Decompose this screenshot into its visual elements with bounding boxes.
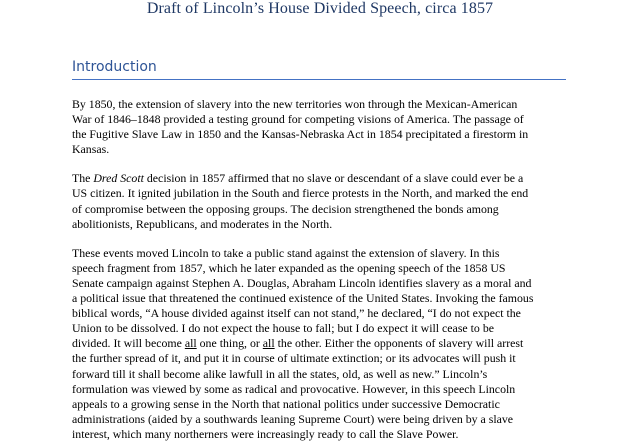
text-line: the further spread of it, and put it in course of ultimate extinction; or its advocates will push it	[72, 351, 516, 366]
text-line: speech fragment from 1857, which he later expanded as the opening speech of the 1858 US	[72, 260, 506, 275]
text-line: abolitionists, Republicans, and moderates in the North.	[72, 216, 333, 231]
underlined-word: all	[262, 336, 275, 351]
text-line: US citizen. It ignited jubilation in the South and fierce protests in the North, and marked the end	[72, 186, 529, 201]
text-line: biblical words, “A house divided against itself can not stand,” he declared, “I do not expect the	[72, 306, 521, 321]
text-line: formulation was viewed by some as radical and provocative. However, in this speech Lincoln	[72, 381, 516, 396]
text-line	[72, 336, 568, 351]
text-line: Senate campaign against Stephen A. Douglas, Abraham Lincoln identifies slavery as a moral and	[72, 275, 532, 290]
text-line: a political issue that threatened the continued existence of the United States. Invoking the famous	[72, 291, 534, 306]
text-fragment: The	[72, 171, 94, 186]
text-line: interest, which many northerners were increasingly ready to call the Slave Power.	[72, 426, 459, 441]
text-line: the Fugitive Slave Law in 1850 and the Kansas-Nebraska Act in 1854 precipitated a firestorm in	[72, 127, 529, 142]
document-title: Draft of Lincoln’s House Divided Speech, circa 1857	[146, 0, 494, 17]
text-line: forward till it shall become alike lawfull in all the states, old, as well as new.” Lincoln’s	[72, 366, 488, 381]
text-line: Kansas.	[72, 142, 110, 157]
paragraph-2	[72, 171, 568, 231]
text-line: of compromise between the opposing groups. The decision strengthened the bonds among	[72, 201, 499, 216]
case-name-italic: Dred Scott	[93, 171, 144, 186]
text-line: Union to be dissolved. I do not expect the house to fall; but I do expect it will cease to be	[72, 321, 494, 336]
text-fragment: the other. Either the opponents of slavery will arrest	[274, 336, 524, 351]
text-line: These events moved Lincoln to take a public stand against the extension of slavery. In this	[72, 245, 500, 260]
text-line	[72, 171, 568, 186]
text-line: appeals to a growing sense in the North that national politics under successive Democratic	[72, 396, 500, 411]
text-fragment: divided. It will become	[72, 336, 185, 351]
section-heading-introduction: Introduction	[72, 59, 157, 75]
text-line: By 1850, the extension of slavery into the new territories won through the Mexican-American	[72, 97, 518, 111]
paragraph-3	[72, 246, 568, 442]
heading-divider	[72, 79, 566, 80]
text-fragment: one thing, or	[196, 336, 263, 351]
text-line: War of 1846–1848 provided a testing ground for competing visions of America. The passage of	[72, 112, 524, 127]
text-line: administrations (aided by a southwards leaning Supreme Court) were being driven by a slave	[72, 411, 514, 426]
text-fragment: decision in 1857 affirmed that no slave or descendant of a slave could ever be a	[143, 171, 524, 186]
underlined-word: all	[184, 336, 197, 351]
paragraph-1	[72, 97, 568, 157]
document-body	[72, 97, 568, 443]
